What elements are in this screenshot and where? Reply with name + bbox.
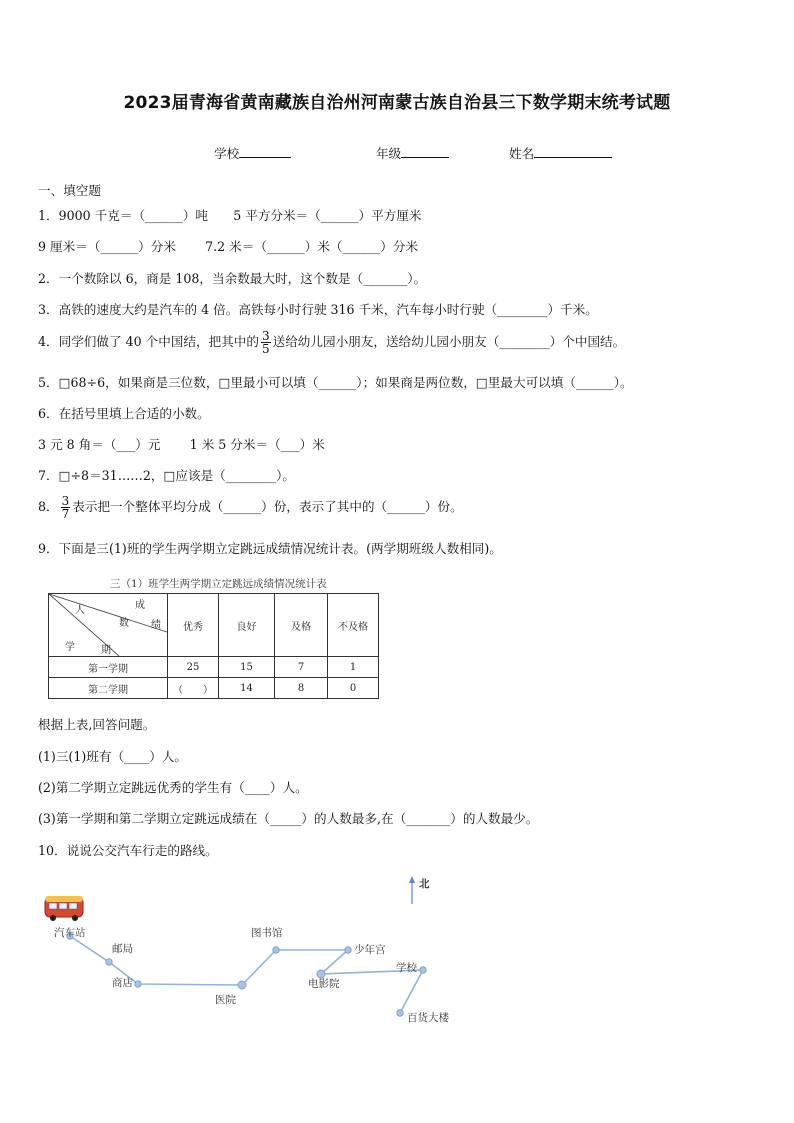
row-label: 第一学期	[49, 657, 168, 678]
label-hospital: 医院	[215, 994, 236, 1006]
question-9: 9．下面是三(1)班的学生两学期立定跳远成绩情况统计表。(两学期班级人数相同)。	[38, 541, 502, 556]
node-post-office	[106, 959, 112, 965]
name-field	[509, 143, 612, 162]
corner-ren: 人	[75, 605, 85, 616]
node-department-store	[397, 1010, 403, 1016]
header-cell: 不及格	[328, 594, 379, 657]
label-department-store: 百货大楼	[407, 1012, 449, 1024]
fraction-numerator: 3	[261, 329, 270, 343]
question-6b: 3 元 8 角＝（___）元 1 米 5 分米＝（___）米	[38, 437, 325, 452]
table-cell: 15	[219, 657, 275, 678]
node-shop	[135, 981, 141, 987]
table-row	[49, 657, 379, 678]
table-cell: 7	[275, 657, 328, 678]
question-5: 5．□68÷6，如果商是三位数，□里最小可以填（______）；如果商是两位数，□里最大可以填（______）。	[38, 375, 633, 390]
fraction-denominator: 5	[261, 342, 270, 356]
node-school	[420, 967, 426, 973]
question-2: 2．一个数除以 6，商是 108，当余数最大时，这个数是（_______）。	[38, 271, 427, 286]
grade-label: 年级	[376, 146, 402, 161]
school-field	[214, 143, 291, 162]
page-title: 2023届青海省黄南藏族自治州河南蒙古族自治县三下数学期末统考试题	[123, 93, 671, 113]
north-arrow	[409, 876, 430, 904]
label-post-office: 邮局	[112, 943, 133, 955]
corner-xue: 学	[65, 642, 75, 653]
question-9-1: (1)三(1)班有（____）人。	[38, 749, 188, 764]
node-hospital	[238, 981, 246, 989]
label-youth-palace: 少年宫	[354, 944, 386, 956]
bus-icon	[45, 896, 83, 921]
fraction-3-5	[261, 330, 271, 355]
question-1a: 1．9000 千克＝（______）吨 5 平方分米＝（______）平方厘米	[38, 208, 422, 223]
corner-qi: 期	[101, 645, 111, 656]
corner-cheng: 成	[135, 600, 145, 611]
table-cell: 0	[328, 678, 379, 699]
name-blank[interactable]	[534, 145, 612, 158]
node-youth-palace	[345, 947, 351, 953]
north-label: 北	[419, 878, 430, 890]
label-library: 图书馆	[251, 927, 283, 939]
header-cell: 良好	[219, 594, 275, 657]
question-4-post: 送给幼儿园小朋友，送给幼儿园小朋友（________）个中国结。	[272, 334, 626, 349]
row-label: 第二学期	[49, 678, 168, 699]
header-cell: 优秀	[168, 594, 219, 657]
question-9-2: (2)第二学期立定跳远优秀的学生有（____）人。	[38, 780, 308, 795]
header-cell: 及格	[275, 594, 328, 657]
corner-ji: 绩	[151, 620, 161, 631]
table-cell: 25	[168, 657, 219, 678]
statistics-table-image	[48, 576, 388, 700]
table-corner-cell	[49, 594, 168, 657]
school-blank[interactable]	[239, 145, 291, 158]
label-bus-station: 汽车站	[54, 927, 86, 939]
table-cell: 1	[328, 657, 379, 678]
question-4-pre: 4．同学们做了 40 个中国结，把其中的	[38, 334, 259, 349]
route-svg	[40, 870, 470, 1030]
question-3: 3．高铁的速度大约是汽车的 4 倍。高铁每小时行驶 316 千米，汽车每小时行驶（________）千米。	[38, 302, 598, 317]
question-1b: 9 厘米＝（______）分米 7.2 米＝（______）米（______）分米	[38, 239, 419, 254]
question-8-post: 表示把一个整体平均分成（______）份，表示了其中的（______）份。	[72, 499, 463, 514]
table-cell: （ ）	[168, 678, 219, 699]
table-cell: 14	[219, 678, 275, 699]
grade-blank[interactable]	[401, 145, 449, 158]
fraction-3-7	[61, 495, 71, 520]
table-row	[49, 678, 379, 699]
question-9-3: (3)第一学期和第二学期立定跳远成绩在（_____）的人数最多,在（_______）的人数最少。	[38, 811, 539, 826]
question-10: 10．说说公交汽车行走的路线。	[38, 843, 218, 858]
label-cinema: 电影院	[308, 978, 340, 990]
section-heading: 一、填空题	[38, 183, 101, 198]
table-caption: 三（1）班学生两学期立定跳远成绩情况统计表	[110, 578, 327, 590]
question-7: 7．□÷8＝31……2，□应该是（________）。	[38, 468, 296, 483]
label-shop: 商店	[112, 977, 133, 989]
bus-route-map	[40, 870, 470, 1030]
school-label: 学校	[214, 146, 240, 161]
node-cinema	[317, 970, 325, 978]
label-school: 学校	[396, 962, 417, 974]
question-4	[38, 330, 625, 355]
node-library	[273, 947, 279, 953]
corner-shu: 数	[119, 618, 129, 629]
question-8-pre: 8．	[38, 499, 59, 514]
grade-field	[376, 143, 449, 162]
fraction-denominator: 7	[61, 507, 70, 521]
question-9-intro: 根据上表,回答问题。	[38, 717, 156, 732]
question-8	[38, 495, 463, 520]
question-6: 6．在括号里填上合适的小数。	[38, 406, 210, 421]
fraction-numerator: 3	[61, 494, 70, 508]
name-label: 姓名	[509, 146, 535, 161]
table-cell: 8	[275, 678, 328, 699]
statistics-table	[48, 593, 379, 699]
